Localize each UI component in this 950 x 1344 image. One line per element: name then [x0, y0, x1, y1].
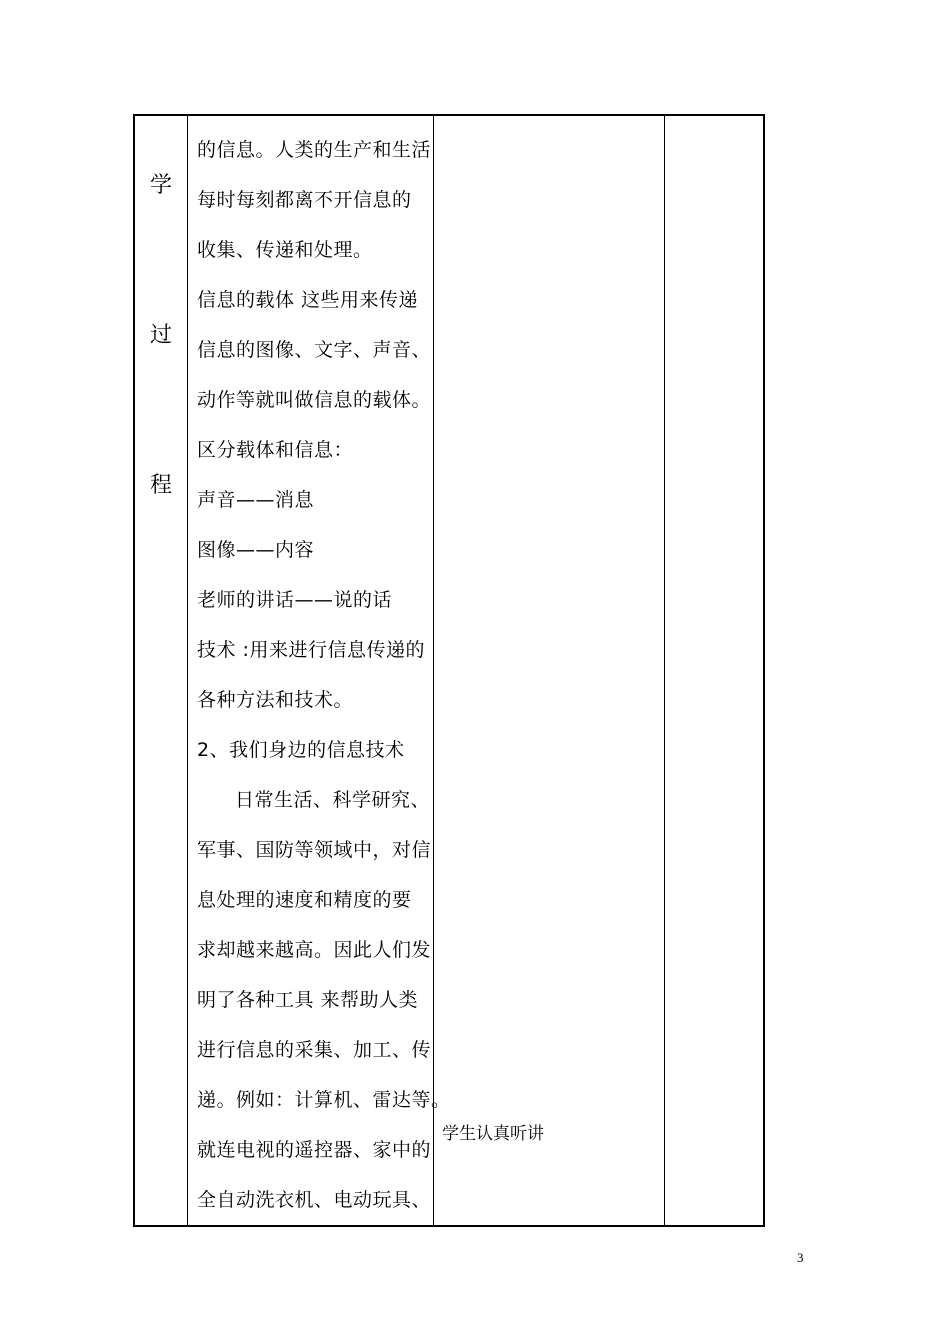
stage-char: 学: [149, 173, 172, 198]
content-line: 动作等就叫做信息的载体。: [197, 389, 432, 411]
content-line: 息处理的速度和精度的要: [197, 889, 412, 911]
content-line: 求却越来越高。因此人们发: [197, 939, 432, 961]
content-line: 每时每刻都离不开信息的: [197, 189, 412, 211]
content-line: 信息的图像、文字、声音、: [197, 339, 432, 361]
content-line: 区分载体和信息：: [197, 439, 354, 461]
content-line: 就连电视的遥控器、家中的: [197, 1139, 432, 1161]
content-line: 明了各种工具 来帮助人类: [197, 989, 419, 1011]
teaching-content-text: [188, 116, 451, 1225]
content-line: 递。例如：计算机、雷达等。: [197, 1089, 451, 1111]
stage-cell: [134, 115, 188, 1226]
stage-char: 过: [149, 323, 172, 348]
content-line: 日常生活、科学研究、: [235, 789, 431, 811]
lesson-plan-table: [133, 114, 765, 1227]
content-line: 2、我们身边的信息技术: [197, 739, 405, 761]
content-line: 收集、传递和处理。: [197, 239, 373, 261]
content-line: 图像——内容: [197, 539, 315, 561]
student-activity-text: 学生认真听讲: [442, 1124, 544, 1144]
notes-cell: [665, 115, 765, 1226]
content-line: 各种方法和技术。: [197, 689, 354, 711]
content-line: 的信息。人类的生产和生活: [197, 139, 432, 161]
content-line: 技术 :用来进行信息传递的: [197, 639, 425, 661]
table-row: [134, 115, 764, 1226]
teaching-content-cell: [188, 115, 451, 1226]
content-line: 信息的载体 这些用来传递: [197, 289, 419, 311]
content-line: 军事、国防等领域中，对信: [197, 839, 432, 861]
stage-char: 程: [149, 473, 172, 498]
page-number: 3: [797, 1250, 804, 1265]
student-activity-cell: [434, 115, 665, 1226]
content-line: 老师的讲话——说的话: [197, 589, 393, 611]
content-line: 进行信息的采集、加工、传: [197, 1039, 432, 1061]
content-line: 声音——消息: [197, 489, 315, 511]
content-line: 全自动洗衣机、电动玩具、: [197, 1189, 432, 1211]
